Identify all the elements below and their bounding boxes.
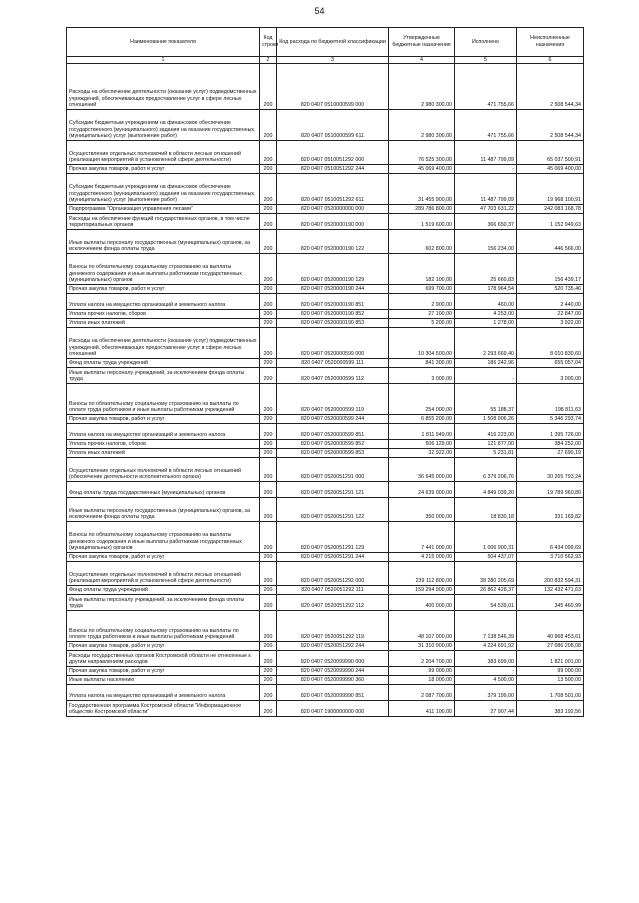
table-row [67, 165, 584, 174]
row-line-code: 200 [260, 285, 277, 294]
row-line-code: 200 [260, 384, 277, 415]
row-approved: 24 639 000,00 [389, 482, 455, 498]
row-line-code: 200 [260, 562, 277, 586]
row-remaining: 19 968 100,91 [517, 174, 584, 205]
row-approved: 699 700,00 [389, 285, 455, 294]
row-approved: 36 645 000,00 [389, 458, 455, 482]
table-row [67, 368, 584, 384]
row-line-code: 200 [260, 174, 277, 205]
row-approved: 506 129,00 [389, 440, 455, 449]
row-line-code: 200 [260, 586, 277, 595]
row-name: Фонд оплаты труда государственных (муниципальных) органов [67, 482, 260, 498]
table-row [67, 562, 584, 586]
row-executed: 55 188,37 [455, 384, 517, 415]
row-expense-code: 820 0407 0520051291 000 [277, 458, 389, 482]
row-expense-code: 820 0407 0520051291 122 [277, 498, 389, 522]
table-row [67, 294, 584, 310]
row-approved: 2 980 300,00 [389, 110, 455, 141]
row-executed: 383 699,00 [455, 651, 517, 667]
table-row [67, 174, 584, 205]
row-remaining: 1 152 949,63 [517, 214, 584, 230]
row-line-code: 200 [260, 214, 277, 230]
row-remaining: 446 566,00 [517, 230, 584, 254]
table-row [67, 328, 584, 359]
table-row [67, 285, 584, 294]
row-expense-code: 820 0407 0520000599 244 [277, 415, 389, 424]
row-name: Расходы государственных органов Костромской области не отнесенные к другим направлениям расходов [67, 651, 260, 667]
row-remaining: 6 434 099,69 [517, 522, 584, 553]
row-line-code: 200 [260, 205, 277, 214]
row-name: Взносы по обязательному социальному страхованию на выплаты по оплате труда работников и иные выплаты работникам учреждений [67, 384, 260, 415]
table-row [67, 595, 584, 611]
row-remaining: 3 000,00 [517, 368, 584, 384]
row-line-code: 200 [260, 254, 277, 285]
row-executed: 4 849 039,20 [455, 482, 517, 498]
row-expense-code: 820 0407 0520099990 851 [277, 685, 389, 701]
row-expense-code: 820 0407 0510000599 000 [277, 64, 389, 110]
row-expense-code: 820 0407 0520051292 000 [277, 562, 389, 586]
row-approved: 289 786 800,00 [389, 205, 455, 214]
table-row [67, 319, 584, 328]
row-executed: 379 199,00 [455, 685, 517, 701]
row-approved: 4 215 000,00 [389, 553, 455, 562]
table-row [67, 701, 584, 717]
row-name: Осуществление отдельных полномочий в области лесных отношений (реализация мероприятий в установленной сфере деятельности) [67, 141, 260, 165]
header-approved: Утвержденные бюджетные назначения [389, 28, 455, 57]
row-line-code: 200 [260, 424, 277, 440]
row-expense-code: 820 0407 0520000190 129 [277, 254, 389, 285]
row-name: Фонд оплаты труда учреждений [67, 359, 260, 368]
column-number: 4 [389, 57, 455, 64]
row-expense-code: 820 0407 0520000599 000 [277, 328, 389, 359]
table-row [67, 64, 584, 110]
row-approved: 99 000,00 [389, 667, 455, 676]
row-expense-code: 820 0407 0510051292 000 [277, 141, 389, 165]
row-name: Иные выплаты персоналу государственных (муниципальных) органов, за исключением фонда оплаты труда [67, 498, 260, 522]
row-name: Прочая закупка товаров, работ и услуг [67, 415, 260, 424]
row-expense-code: 820 0407 0520000190 852 [277, 310, 389, 319]
table-row [67, 586, 584, 595]
row-approved: 2 900,00 [389, 294, 455, 310]
table-row [67, 651, 584, 667]
row-line-code: 200 [260, 328, 277, 359]
table-row [67, 424, 584, 440]
row-executed: 471 755,66 [455, 64, 517, 110]
row-approved: 159 294 900,00 [389, 586, 455, 595]
row-expense-code: 820 0407 0520000190 122 [277, 230, 389, 254]
header-line-code: Код строки [260, 28, 277, 57]
row-line-code: 200 [260, 449, 277, 458]
row-expense-code: 820 0407 0520051291 121 [277, 482, 389, 498]
row-expense-code: 820 0407 0520000190 851 [277, 294, 389, 310]
row-expense-code: 820 0407 1900000000 000 [277, 701, 389, 717]
row-approved: 1 811 949,00 [389, 424, 455, 440]
row-executed: 178 964,54 [455, 285, 517, 294]
row-executed: 4 253,00 [455, 310, 517, 319]
row-line-code: 200 [260, 522, 277, 553]
row-executed: 6 379 206,76 [455, 458, 517, 482]
header-indicator-name: Наименование показателя [67, 28, 260, 57]
row-line-code: 200 [260, 368, 277, 384]
row-name: Субсидии бюджетным учреждениям на финансовое обеспечение государственного (муниципального) задания на оказание государственных (муниципальных) услуг (выполнение работ) [67, 174, 260, 205]
row-executed: 416 223,00 [455, 424, 517, 440]
row-line-code: 200 [260, 141, 277, 165]
row-executed: 25 660,83 [455, 254, 517, 285]
row-executed: 4 224 691,92 [455, 642, 517, 651]
table-row [67, 230, 584, 254]
row-remaining: 27 086 208,08 [517, 642, 584, 651]
row-name: Иные выплаты населению [67, 676, 260, 685]
table-row [67, 415, 584, 424]
row-remaining: 5 346 293,74 [517, 415, 584, 424]
table-row [67, 667, 584, 676]
row-name: Уплата налога на имущество организаций и земельного налога [67, 424, 260, 440]
row-name: Государственная программа Костромской области "Информационное общество Костромской области" [67, 701, 260, 717]
row-remaining: 383 192,56 [517, 701, 584, 717]
row-line-code: 200 [260, 685, 277, 701]
row-executed: 38 280 205,69 [455, 562, 517, 586]
row-line-code: 200 [260, 701, 277, 717]
row-approved: 5 200,00 [389, 319, 455, 328]
row-name: Прочая закупка товаров, работ и услуг [67, 667, 260, 676]
row-name: Взносы по обязательному социальному страхованию на выплаты по оплате труда работников и иные выплаты работникам учреждений [67, 611, 260, 642]
row-executed: 47 703 631,22 [455, 205, 517, 214]
row-name: Прочая закупка товаров, работ и услуг [67, 165, 260, 174]
row-remaining: 198 811,63 [517, 384, 584, 415]
row-line-code: 200 [260, 310, 277, 319]
row-remaining: 45 069 400,00 [517, 165, 584, 174]
row-remaining: 331 169,82 [517, 498, 584, 522]
table-row [67, 611, 584, 642]
row-expense-code: 820 0407 0520000599 852 [277, 440, 389, 449]
row-remaining: 1 395 726,00 [517, 424, 584, 440]
row-remaining: 1 821 001,00 [517, 651, 584, 667]
table-row [67, 440, 584, 449]
column-number: 2 [260, 57, 277, 64]
row-executed: 11 487 799,09 [455, 141, 517, 165]
row-remaining: 520 735,46 [517, 285, 584, 294]
row-name: Прочая закупка товаров, работ и услуг [67, 642, 260, 651]
budget-execution-table [66, 27, 584, 717]
table-row [67, 384, 584, 415]
row-name: Фонд оплаты труда учреждений [67, 586, 260, 595]
row-approved: 3 000,00 [389, 368, 455, 384]
row-remaining: 2 440,00 [517, 294, 584, 310]
row-remaining: 27 690,19 [517, 449, 584, 458]
row-approved: 7 441 000,00 [389, 522, 455, 553]
row-name: Осуществление отдельных полномочий в области лесных отношений (обеспечение деятельности исполнительного органа) [67, 458, 260, 482]
row-expense-code: 820 0407 0520099990 360 [277, 676, 389, 685]
row-expense-code: 820 0407 0520051292 244 [277, 642, 389, 651]
row-executed: - [455, 667, 517, 676]
row-executed: 11 487 799,09 [455, 174, 517, 205]
row-name: Расходы на обеспечение деятельности (оказание услуг) подведомственных учреждений, обеспечивающих предоставление услуг в сфере лесных отношений [67, 328, 260, 359]
column-number: 5 [455, 57, 517, 64]
row-name: Расходы на обеспечение функций государственных органов, в том числе территориальных органов [67, 214, 260, 230]
row-line-code: 200 [260, 611, 277, 642]
row-executed: 1 006 900,31 [455, 522, 517, 553]
row-approved: 602 800,00 [389, 230, 455, 254]
row-name: Уплата прочих налогов, сборов [67, 310, 260, 319]
row-name: Расходы на обеспечение деятельности (оказание услуг) подведомственных учреждений, обеспечивающих предоставление услуг в сфере лесных отношений [67, 64, 260, 110]
row-remaining: 30 265 793,24 [517, 458, 584, 482]
row-remaining: 2 508 544,34 [517, 110, 584, 141]
row-expense-code: 820 0407 0520000599 112 [277, 368, 389, 384]
table-row [67, 522, 584, 553]
row-executed: 366 650,37 [455, 214, 517, 230]
row-remaining: 242 083 168,78 [517, 205, 584, 214]
row-remaining: 132 432 471,63 [517, 586, 584, 595]
row-line-code: 200 [260, 165, 277, 174]
row-remaining: 156 439,17 [517, 254, 584, 285]
row-approved: 1 519 600,00 [389, 214, 455, 230]
table-row [67, 498, 584, 522]
row-name: Взносы по обязательному социальному страхованию на выплаты денежного содержания и иные выплаты работникам государственных (муниципальных) органов [67, 522, 260, 553]
table-row [67, 141, 584, 165]
table-row [67, 458, 584, 482]
row-expense-code: 820 0407 0520051292 112 [277, 595, 389, 611]
table-row [67, 310, 584, 319]
row-approved: 76 525 300,00 [389, 141, 455, 165]
row-name: Прочая закупка товаров, работ и услуг [67, 285, 260, 294]
row-line-code: 200 [260, 553, 277, 562]
row-name: Прочая закупка товаров, работ и услуг [67, 553, 260, 562]
row-executed: 1 278,00 [455, 319, 517, 328]
row-approved: 32 922,00 [389, 449, 455, 458]
table-body [67, 64, 584, 717]
table-row [67, 685, 584, 701]
column-number: 1 [67, 57, 260, 64]
row-approved: 18 000,00 [389, 676, 455, 685]
row-expense-code: 820 0407 0520099990 244 [277, 667, 389, 676]
row-approved: 411 100,00 [389, 701, 455, 717]
row-executed: 7 138 546,39 [455, 611, 517, 642]
row-remaining: 655 057,04 [517, 359, 584, 368]
row-executed: 27 907,44 [455, 701, 517, 717]
table-row [67, 553, 584, 562]
row-name: Иные выплаты персоналу учреждений, за исключением фонда оплаты труда [67, 368, 260, 384]
row-executed: 26 862 428,37 [455, 586, 517, 595]
table-row [67, 359, 584, 368]
row-approved: 350 000,00 [389, 498, 455, 522]
row-remaining: 3 922,00 [517, 319, 584, 328]
row-line-code: 200 [260, 651, 277, 667]
row-line-code: 200 [260, 359, 277, 368]
row-approved: 841 300,00 [389, 359, 455, 368]
row-line-code: 200 [260, 676, 277, 685]
row-expense-code: 820 0407 0520051292 119 [277, 611, 389, 642]
row-line-code: 200 [260, 595, 277, 611]
table-row [67, 642, 584, 651]
row-executed: 2 293 669,40 [455, 328, 517, 359]
row-name: Уплата прочих налогов, сборов [67, 440, 260, 449]
row-expense-code: 820 0407 0520000599 119 [277, 384, 389, 415]
row-name: Субсидии бюджетным учреждениям на финансовое обеспечение государственного (муниципального) задания на оказание государственных (муниципальных) услуг (выполнение работ) [67, 110, 260, 141]
row-name: Подпрограмма "Организация управления лесами" [67, 205, 260, 214]
row-line-code: 200 [260, 294, 277, 310]
row-executed: - [455, 165, 517, 174]
row-expense-code: 820 0407 0510051292 244 [277, 165, 389, 174]
row-remaining: 200 832 594,31 [517, 562, 584, 586]
row-line-code: 200 [260, 110, 277, 141]
row-remaining: 99 000,00 [517, 667, 584, 676]
row-name: Уплата иных платежей [67, 449, 260, 458]
table-row [67, 214, 584, 230]
row-executed: 54 539,01 [455, 595, 517, 611]
row-executed: 460,00 [455, 294, 517, 310]
row-line-code: 200 [260, 415, 277, 424]
row-approved: 10 304 500,00 [389, 328, 455, 359]
table-header-row [67, 28, 584, 57]
row-line-code: 200 [260, 667, 277, 676]
row-name: Иные выплаты персоналу государственных (муниципальных) органов, за исключением фонда оплаты труда [67, 230, 260, 254]
header-remaining: Неисполненные назначения [517, 28, 584, 57]
column-number: 3 [277, 57, 389, 64]
row-executed: 5 231,81 [455, 449, 517, 458]
row-remaining: 13 500,00 [517, 676, 584, 685]
column-number-row [67, 57, 584, 64]
row-approved: 45 069 400,00 [389, 165, 455, 174]
row-remaining: 65 037 500,91 [517, 141, 584, 165]
row-executed: 1 508 906,26 [455, 415, 517, 424]
header-expense-code: Код расхода по бюджетной классификации [277, 28, 389, 57]
row-approved: 400 000,00 [389, 595, 455, 611]
row-remaining: 2 508 544,34 [517, 64, 584, 110]
row-expense-code: 820 0407 0520099990 000 [277, 651, 389, 667]
row-approved: 31 310 900,00 [389, 642, 455, 651]
row-executed: 156 234,00 [455, 230, 517, 254]
row-executed: 471 755,66 [455, 110, 517, 141]
row-executed: - [455, 368, 517, 384]
row-expense-code: 820 0407 0520000190 244 [277, 285, 389, 294]
page-number: 54 [314, 6, 325, 16]
row-line-code: 200 [260, 642, 277, 651]
row-remaining: 8 010 830,60 [517, 328, 584, 359]
row-expense-code: 820 0407 0520000190 853 [277, 319, 389, 328]
row-remaining: 3 710 562,93 [517, 553, 584, 562]
row-expense-code: 820 0407 0520000000 000 [277, 205, 389, 214]
row-line-code: 200 [260, 319, 277, 328]
row-executed: 121 877,00 [455, 440, 517, 449]
row-expense-code: 820 0407 0510000599 611 [277, 110, 389, 141]
row-name: Иные выплаты персоналу учреждений, за исключением фонда оплаты труда [67, 595, 260, 611]
row-expense-code: 820 0407 0520000599 853 [277, 449, 389, 458]
row-approved: 182 100,00 [389, 254, 455, 285]
row-approved: 2 204 700,00 [389, 651, 455, 667]
row-name: Осуществление отдельных полномочий в области лесных отношений (реализация мероприятий в установленной сфере деятельности) [67, 562, 260, 586]
row-approved: 2 980 300,00 [389, 64, 455, 110]
row-remaining: 384 252,00 [517, 440, 584, 449]
row-approved: 27 100,00 [389, 310, 455, 319]
table-row [67, 205, 584, 214]
row-line-code: 200 [260, 458, 277, 482]
row-approved: 6 855 200,00 [389, 415, 455, 424]
row-remaining: 22 847,00 [517, 310, 584, 319]
row-line-code: 200 [260, 482, 277, 498]
row-executed: 186 242,96 [455, 359, 517, 368]
header-executed: Исполнено [455, 28, 517, 57]
row-executed: 4 500,00 [455, 676, 517, 685]
row-remaining: 1 708 501,00 [517, 685, 584, 701]
row-approved: 48 107 000,00 [389, 611, 455, 642]
row-expense-code: 820 0407 0520000190 000 [277, 214, 389, 230]
row-name: Уплата налога на имущество организаций и земельного налога [67, 685, 260, 701]
row-executed: 18 830,18 [455, 498, 517, 522]
row-line-code: 200 [260, 230, 277, 254]
row-name: Взносы по обязательному социальному страхованию на выплаты денежного содержания и иные выплаты работникам государственных (муниципальных) органов [67, 254, 260, 285]
row-expense-code: 820 0407 0520051291 129 [277, 522, 389, 553]
table-row [67, 254, 584, 285]
row-expense-code: 820 0407 0520051292 111 [277, 586, 389, 595]
row-remaining: 345 460,99 [517, 595, 584, 611]
row-executed: 504 437,07 [455, 553, 517, 562]
row-line-code: 200 [260, 440, 277, 449]
table-row [67, 449, 584, 458]
row-expense-code: 820 0407 0520000599 111 [277, 359, 389, 368]
row-approved: 239 112 800,00 [389, 562, 455, 586]
row-approved: 254 000,00 [389, 384, 455, 415]
row-approved: 2 087 700,00 [389, 685, 455, 701]
row-approved: 31 455 900,00 [389, 174, 455, 205]
row-remaining: 19 789 960,80 [517, 482, 584, 498]
row-name: Уплата налога на имущество организаций и земельного налога [67, 294, 260, 310]
row-expense-code: 820 0407 0520051291 244 [277, 553, 389, 562]
column-number: 6 [517, 57, 584, 64]
row-line-code: 200 [260, 64, 277, 110]
row-remaining: 40 968 453,61 [517, 611, 584, 642]
table-row [67, 676, 584, 685]
row-name: Уплата иных платежей [67, 319, 260, 328]
row-line-code: 200 [260, 498, 277, 522]
row-expense-code: 820 0407 0520000599 851 [277, 424, 389, 440]
table-row [67, 482, 584, 498]
table-row [67, 110, 584, 141]
row-expense-code: 820 0407 0510051292 611 [277, 174, 389, 205]
